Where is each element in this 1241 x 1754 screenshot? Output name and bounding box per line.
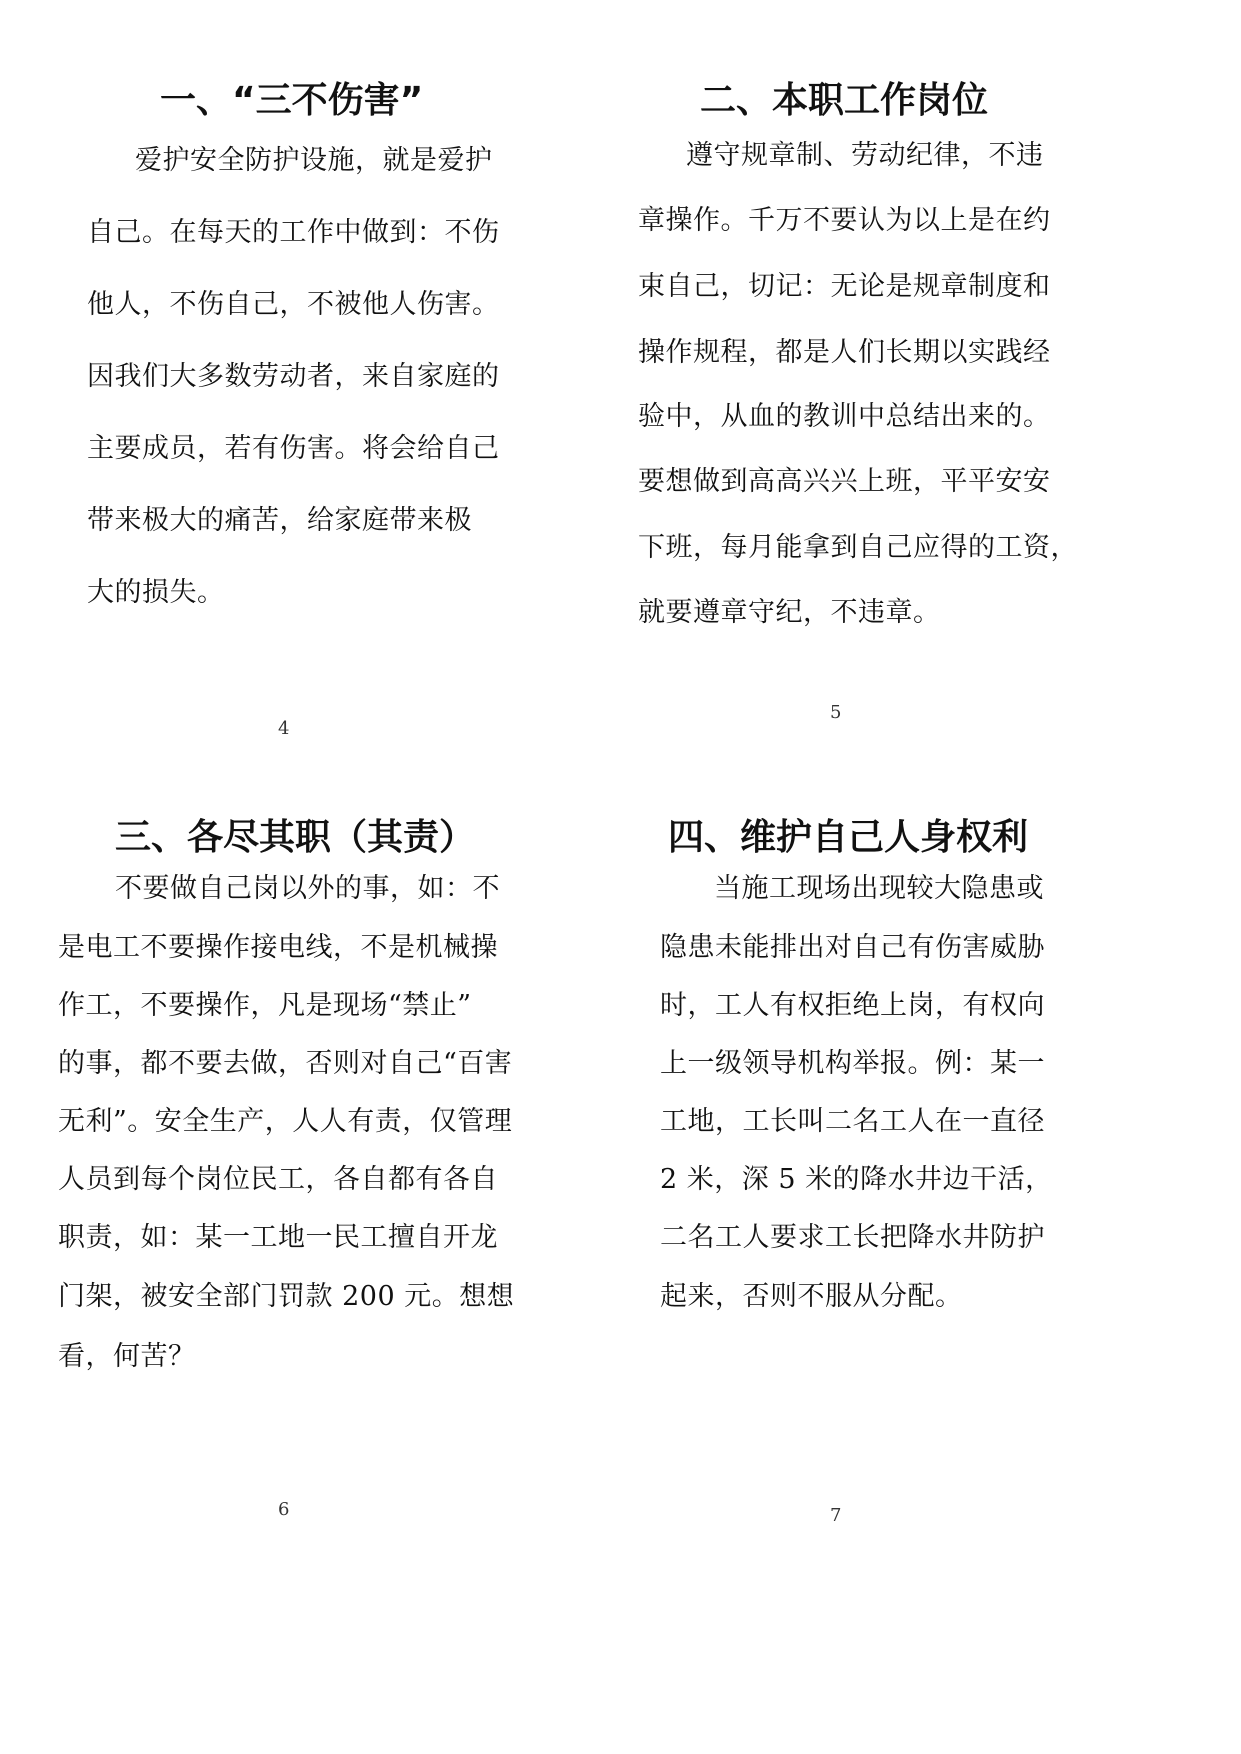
section-2-line-3: 束自己，切记：无论是规章制度和 — [638, 271, 1051, 302]
section-3-line-1: 不要做自己岗以外的事，如：不 — [115, 873, 500, 904]
section-3-heading: 三、各尽其职（其责） — [115, 817, 476, 858]
section-3-line-2: 是电工不要操作接电线，不是机械操 — [58, 932, 498, 963]
page-number-6: 6 — [278, 1499, 290, 1520]
section-3-line-3: 作工，不要操作，凡是现场“禁止” — [58, 990, 472, 1021]
section-4-line-3: 时，工人有权拒绝上岗，有权向 — [660, 990, 1045, 1021]
section-2-line-1: 遵守规章制、劳动纪律，不违 — [686, 140, 1044, 171]
section-4-line-1: 当施工现场出现较大隐患或 — [714, 873, 1044, 904]
section-2-line-8: 就要遵章守纪，不违章。 — [638, 597, 941, 628]
section-4-line-7: 二名工人要求工长把降水井防护 — [660, 1222, 1045, 1253]
page-number-5: 5 — [830, 702, 842, 723]
section-4-line-4: 上一级领导机构举报。例：某一 — [660, 1048, 1045, 1079]
section-1-line-7: 大的损失。 — [87, 577, 225, 608]
page-number-4: 4 — [278, 718, 290, 739]
section-2-line-6: 要想做到高高兴兴上班，平平安安 — [638, 466, 1051, 497]
section-4-line-2: 隐患未能排出对自己有伤害威胁 — [660, 932, 1045, 963]
section-4-heading: 四、维护自己人身权利 — [668, 817, 1029, 858]
section-1-heading: 一、“三不伤害” — [160, 80, 424, 121]
section-4-line-6: 2 米，深 5 米的降水井边干活， — [660, 1164, 1053, 1195]
section-1-line-1: 爱护安全防护设施，就是爱护 — [135, 145, 493, 176]
section-2-line-5: 验中，从血的教训中总结出来的。 — [638, 401, 1051, 432]
section-3-line-5: 无利”。安全生产，人人有责，仅管理 — [58, 1106, 513, 1137]
section-3-line-8: 门架，被安全部门罚款 200 元。想想 — [58, 1281, 515, 1312]
section-3-line-9: 看，何苦？ — [58, 1341, 196, 1372]
section-2-line-7: 下班，每月能拿到自己应得的工资， — [638, 532, 1078, 563]
section-2-line-2: 章操作。千万不要认为以上是在约 — [638, 205, 1051, 236]
section-1-line-2: 自己。在每天的工作中做到：不伤 — [87, 217, 500, 248]
section-4-line-5: 工地，工长叫二名工人在一直径 — [660, 1106, 1045, 1137]
section-4-line-8: 起来，否则不服从分配。 — [660, 1281, 963, 1312]
section-1-line-4: 因我们大多数劳动者，来自家庭的 — [87, 361, 500, 392]
section-1-line-6: 带来极大的痛苦，给家庭带来极 — [87, 505, 472, 536]
section-2-line-4: 操作规程，都是人们长期以实践经 — [638, 337, 1051, 368]
section-3-line-4: 的事，都不要去做，否则对自己“百害 — [58, 1048, 513, 1079]
section-3-line-7: 职责，如：某一工地一民工擅自开龙 — [58, 1222, 498, 1253]
section-1-line-3: 他人，不伤自己，不被他人伤害。 — [87, 289, 500, 320]
section-2-heading: 二、本职工作岗位 — [700, 80, 989, 121]
page-number-7: 7 — [830, 1505, 842, 1526]
section-3-line-6: 人员到每个岗位民工，各自都有各自 — [58, 1164, 498, 1195]
section-1-line-5: 主要成员，若有伤害。将会给自己 — [87, 433, 500, 464]
